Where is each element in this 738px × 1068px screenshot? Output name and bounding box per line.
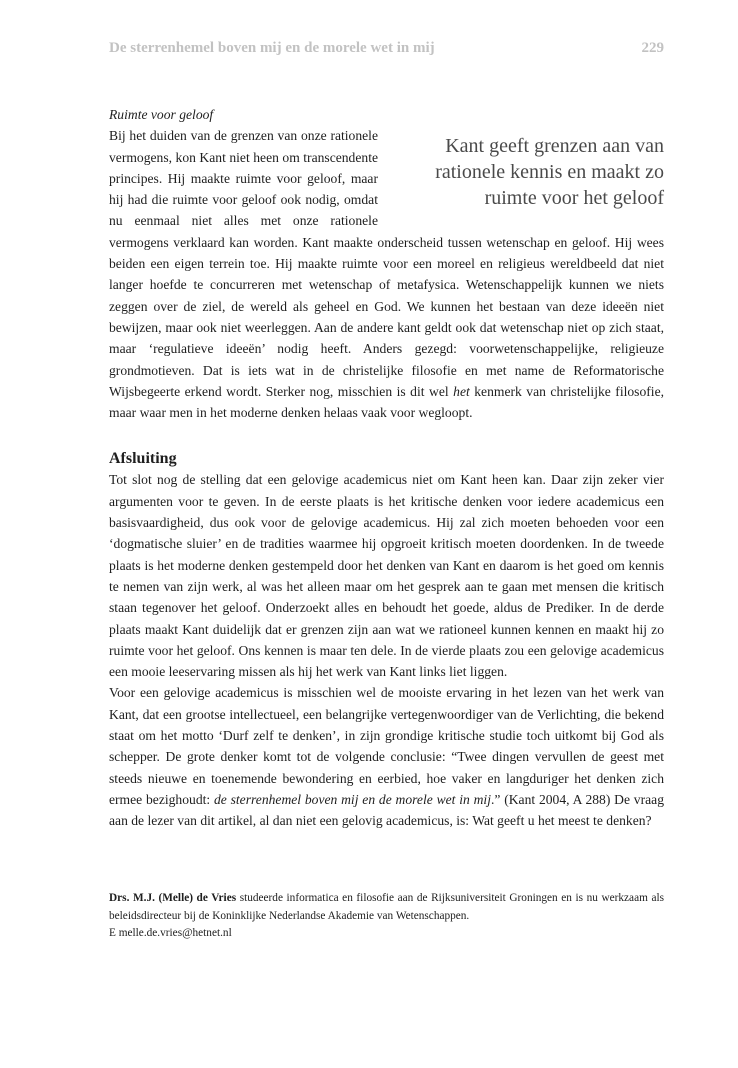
paragraph-text: Bij het duiden van de grenzen van onze rationele vermogens, kon Kant niet heen om transcendente principes. Hij maakte ruimte voor geloof, maar hij had die ruimte voor geloof ook nodig, omdat nu eenmaal niet alles met onze rationele vermogens verklaard kan worden. Kant maakte onderscheid tussen wetenschap en geloof. Hij wees beiden een eigen terrein toe. Hij maakte ruimte voor een moreel en religieus wereldbeeld dat niet langer hoefde te concurreren met wetenschap of metafysica. Wetenschappelijk kunnen we niets zeggen over de ziel, de wereld als geheel en God. We kunnen het bestaan van deze ideeën niet bewijzen, maar ook niet weerleggen. Aan de andere kant geldt ook dat wetenschap niet op zich staat, maar ‘regulatieve ideeën’ nodig heeft. Anders gezegd: voorwetenschappelijke, religieuze grondmotieven. Dat is iets wat in de christelijke filosofie en met name de Reformatorische Wijsbegeerte erkend wordt. Sterker nog, misschien is dit wel — [109, 128, 664, 399]
emphasis: het — [453, 383, 470, 399]
article-body — [109, 104, 664, 832]
paragraph-text-end: .” (Kant 2004, A 288) De vraag aan de lezer van dit artikel, al dan niet een gelovig academicus, is: Wat geeft u het meest te denken? — [109, 791, 664, 829]
emphasis-quote: de sterrenhemel boven mij en de morele wet in mij — [213, 791, 491, 807]
author-bio — [109, 890, 664, 925]
heading-afsluiting: Afsluiting — [109, 450, 177, 468]
author-note — [109, 890, 664, 943]
running-title: De sterrenhemel boven mij en de morele wet in mij — [109, 40, 435, 56]
pull-quote: Kant geeft grenzen aan van rationele kennis en maakt zo ruimte voor het geloof — [435, 135, 664, 210]
author-bio-text: studeerde informatica en filosofie aan de Rijksuniversiteit Groningen en is nu werkzaam als beleidsdirecteur bij de Koninklijke Nederlandse Akademie van Wetenschappen. — [109, 892, 664, 922]
paragraph-text-end: kenmerk van christelijke filosofie, maar waar men in het moderne denken helaas vaak voor wegloopt. — [109, 383, 665, 421]
paragraph-text: Voor een gelovige academicus is misschien wel de mooiste ervaring in het lezen van het werk van Kant, dat een grootse intellectueel, een belangrijke vertegenwoordiger van de Verlichting, die bekend staat om het motto ‘Durf zelf te denken’, in zijn grondige kritische studie toch uitkomt bij God als schepper. De grote denker komt tot de volgende conclusie: “Twee dingen vervullen de geest met steeds nieuwe en toenemende bewondering en eerbied, hoe vaker en langduriger het denken zich ermee bezighoudt: — [109, 685, 664, 807]
paragraph: Tot slot nog de stelling dat een gelovige academicus niet om Kant heen kan. Daar zijn zeker vier argumenten voor te geven. In de eerste plaats is het kritische denken voor iedere academicus een basisvaardigheid, dus ook voor de gelovige academicus. Hij zal zich moeten behoeden voor een ‘dogmatische sluier’ en de tradities waarmee hij opgroeit kritisch moeten doordenken. In de tweede plaats is het moderne denken gestempeld door het denken van Kant en daarom is het goed om kennis te nemen van zijn werk, al was het alleen maar om het gesprek aan te gaan met mensen die kritisch staan tegenover het geloof. Onderzoekt alles en behoudt het goede, aldus de Prediker. In de derde plaats maakt Kant duidelijk dat er grenzen zijn aan wat we rationeel kunnen kennen en maakt hij zo ruimte voor het geloof. Ons kennen is maar ten dele. In de vierde plaats zou een gelovige academicus een mooie leeservaring missen als hij het werk van Kant links liet liggen. — [109, 472, 664, 680]
subheading-ruimte-voor-geloof: Ruimte voor geloof — [109, 107, 214, 122]
page-number: 229 — [641, 40, 664, 56]
paragraph — [109, 682, 664, 831]
running-head — [109, 40, 664, 57]
author-email: E melle.de.vries@hetnet.nl — [109, 927, 232, 939]
author-name: Drs. M.J. (Melle) de Vries — [109, 892, 237, 904]
